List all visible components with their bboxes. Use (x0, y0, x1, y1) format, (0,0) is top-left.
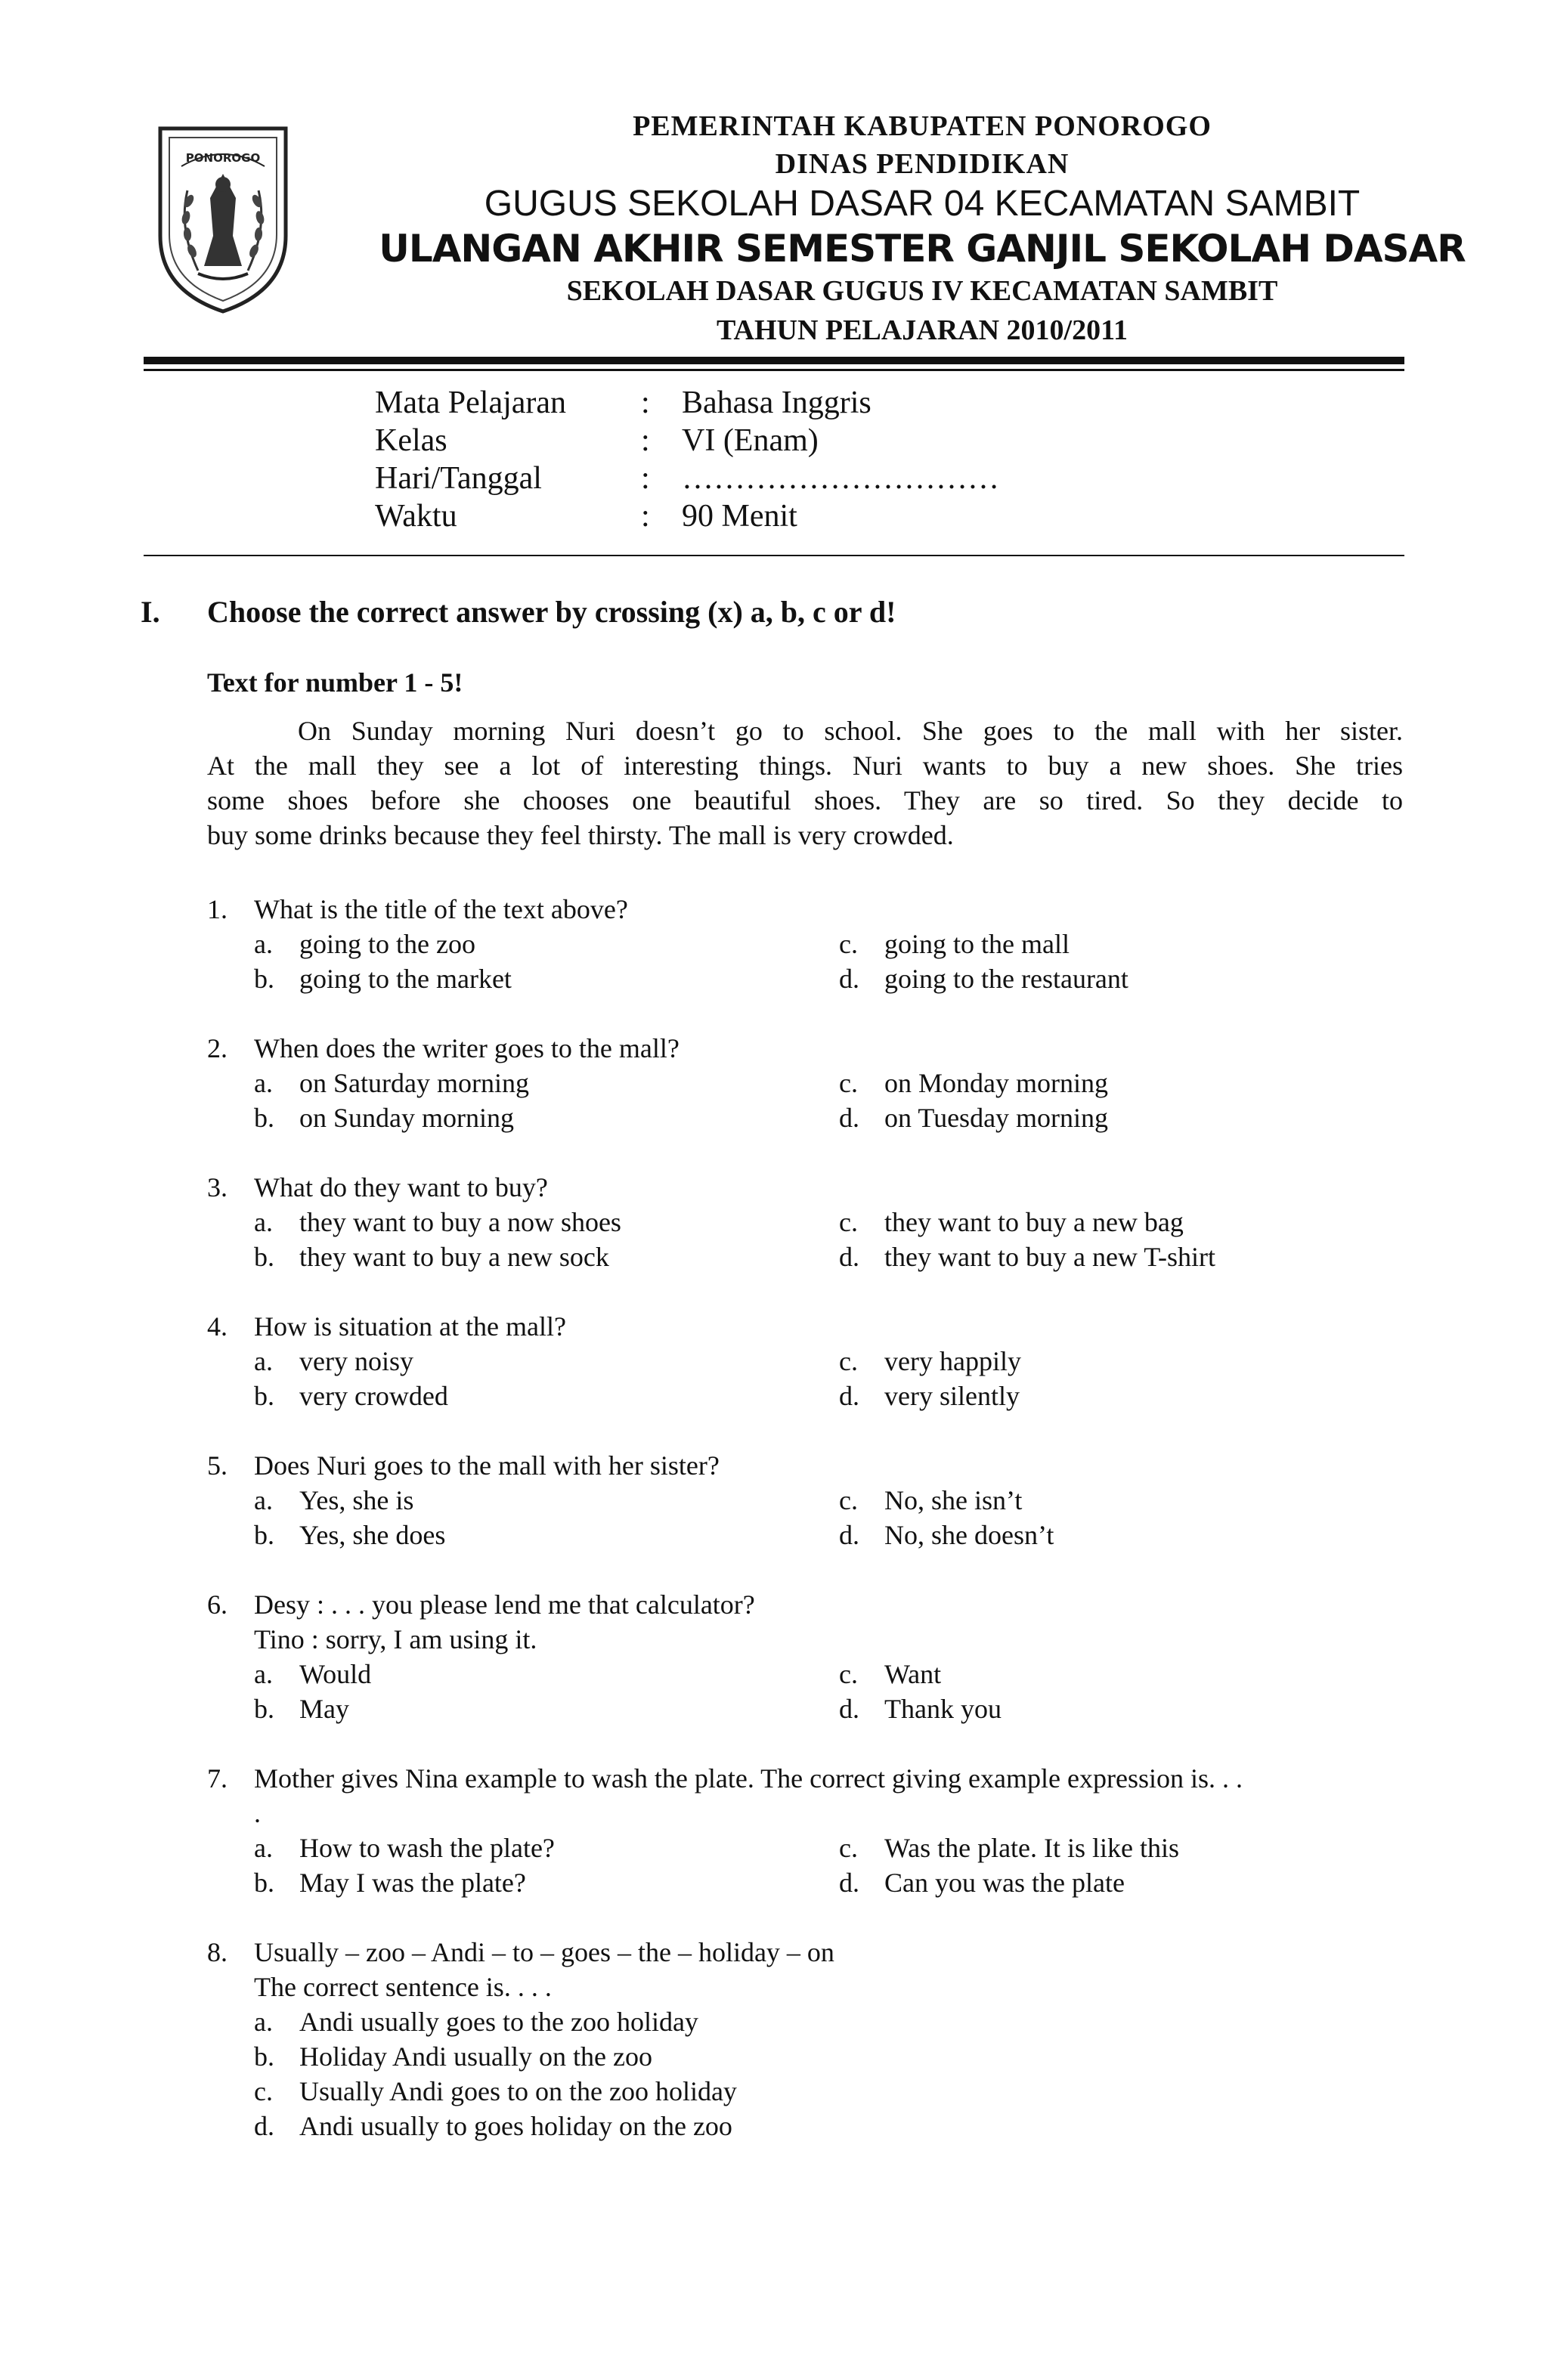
info-value: Bahasa Inggris (682, 385, 872, 420)
info-label: Mata Pelajaran (375, 385, 567, 420)
section-instruction: Choose the correct answer by crossing (x) a, b, c or d! (207, 595, 896, 629)
info-value: ………………………… (682, 461, 999, 496)
passage-line: At the mall they see a lot of interesting things. Nuri wants to buy a new shoes. She tries (207, 751, 1403, 781)
reading-passage (207, 713, 1403, 853)
header-academic-year: TAHUN PELAJARAN 2010/2011 (717, 314, 1128, 346)
question-number: 1. (207, 894, 228, 924)
header-exam-title: ULANGAN AKHIR SEMESTER GANJIL SEKOLAH DASAR (379, 227, 1466, 271)
header-divider-thin (144, 369, 1404, 371)
passage-title: Text for number 1 - 5! (207, 667, 463, 698)
question-text-line2: Tino : sorry, I am using it. (254, 1624, 537, 1654)
question-text: When does the writer goes to the mall? (254, 1033, 680, 1063)
question-number: 7. (207, 1763, 228, 1794)
info-divider (144, 555, 1404, 556)
passage-line: buy some drinks because they feel thirsty. The mall is very crowded. (207, 820, 954, 850)
question-text: What do they want to buy? (254, 1172, 548, 1202)
question-number: 5. (207, 1450, 228, 1481)
question-number: 4. (207, 1311, 228, 1342)
info-label: Hari/Tanggal (375, 461, 542, 496)
header-cluster: GUGUS SEKOLAH DASAR 04 KECAMATAN SAMBIT (484, 184, 1361, 224)
info-label: Kelas (375, 423, 447, 458)
question-number: 3. (207, 1172, 228, 1202)
info-label: Waktu (375, 499, 457, 534)
question-text-line2: The correct sentence is. . . . (254, 1972, 552, 2002)
section-number: I. (141, 595, 160, 629)
header-government: PEMERINTAH KABUPATEN PONOROGO (633, 110, 1212, 142)
question-text: Does Nuri goes to the mall with her sister? (254, 1450, 720, 1481)
question-text: Usually – zoo – Andi – to – goes – the – holiday – on (254, 1937, 834, 1967)
question-text: Mother gives Nina example to wash the plate. The correct giving example expression is. . . (254, 1763, 1243, 1794)
question-number: 8. (207, 1937, 228, 1967)
info-value: 90 Menit (682, 499, 797, 534)
info-value: VI (Enam) (682, 423, 819, 458)
question-number: 2. (207, 1033, 228, 1063)
header-school-cluster: SEKOLAH DASAR GUGUS IV KECAMATAN SAMBIT (566, 275, 1278, 307)
logo-text: PONOROGO (185, 151, 261, 165)
header-department: DINAS PENDIDIKAN (775, 148, 1070, 180)
question-number: 6. (207, 1589, 228, 1620)
question-text: Desy : . . . you please lend me that calculator? (254, 1589, 755, 1620)
question-text: How is situation at the mall? (254, 1311, 566, 1342)
ponorogo-seal-logo (151, 122, 295, 316)
header-divider-thick (144, 357, 1404, 364)
passage-line: On Sunday morning Nuri doesn’t go to school. She goes to the mall with her sister. (298, 716, 1403, 746)
question-text: What is the title of the text above? (254, 894, 628, 924)
question-text-line2: . (254, 1798, 261, 1828)
passage-line: some shoes before she chooses one beautiful shoes. They are so tired. So they decide to (207, 785, 1403, 816)
